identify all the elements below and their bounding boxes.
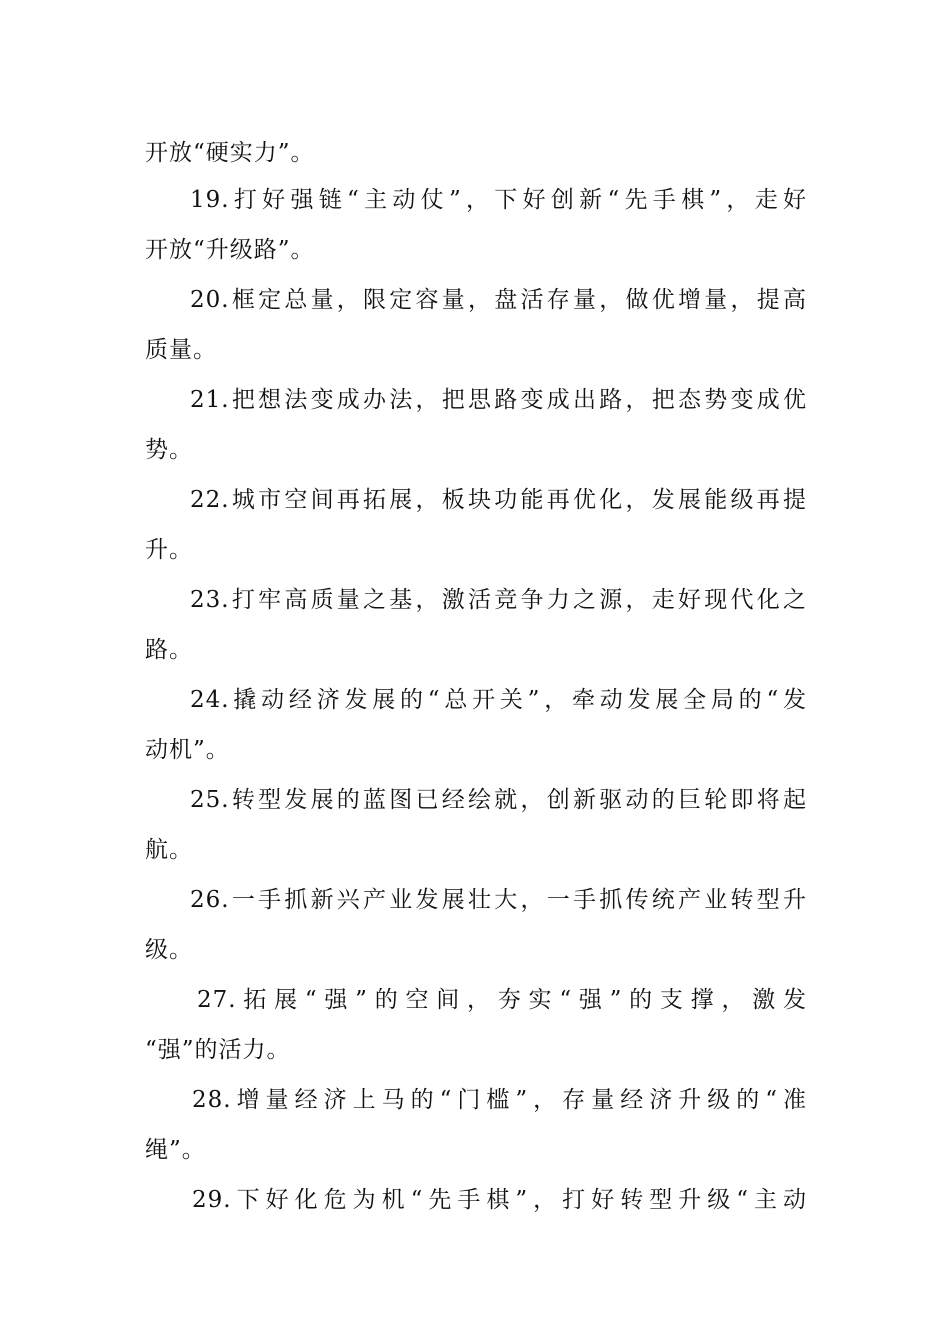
list-item-21-line-1: 21.把想法变成办法，把思路变成出路，把态势变成优 (190, 387, 807, 413)
list-item-19-line-2: 开放“升级路”。 (145, 237, 315, 263)
list-item-28-line-1: 28.增量经济上马的“门槛”，存量经济升级的“准 (192, 1087, 807, 1113)
list-item-24-line-2: 动机”。 (145, 737, 230, 763)
list-item-29-line-1: 29.下好化危为机“先手棋”，打好转型升级“主动 (192, 1187, 807, 1213)
text-line: 开放“硬实力”。 (145, 140, 315, 166)
list-item-28-line-2: 绳”。 (145, 1137, 206, 1163)
list-item-24-line-1: 24.撬动经济发展的“总开关”，牵动发展全局的“发 (190, 687, 807, 713)
list-item-20-line-2: 质量。 (145, 337, 217, 363)
list-item-25-line-2: 航。 (145, 837, 193, 863)
list-item-23-line-2: 路。 (145, 637, 193, 663)
list-item-26-line-2: 级。 (145, 937, 193, 963)
list-item-25-line-1: 25.转型发展的蓝图已经绘就，创新驱动的巨轮即将起 (190, 787, 807, 813)
list-item-27-line-2: “强”的活力。 (145, 1037, 291, 1063)
list-item-22-line-2: 升。 (145, 537, 193, 563)
list-item-20-line-1: 20.框定总量，限定容量，盘活存量，做优增量，提高 (190, 287, 807, 313)
list-item-22-line-1: 22.城市空间再拓展，板块功能再优化，发展能级再提 (190, 487, 807, 513)
list-item-23-line-1: 23.打牢高质量之基，激活竞争力之源，走好现代化之 (190, 587, 807, 613)
list-item-26-line-1: 26.一手抓新兴产业发展壮大，一手抓传统产业转型升 (190, 887, 807, 913)
list-item-27-line-1: 27.拓展“强”的空间，夯实“强”的支撑，激发 (197, 987, 807, 1013)
list-item-21-line-2: 势。 (145, 437, 193, 463)
list-item-19-line-1: 19.打好强链“主动仗”，下好创新“先手棋”，走好 (190, 187, 807, 213)
